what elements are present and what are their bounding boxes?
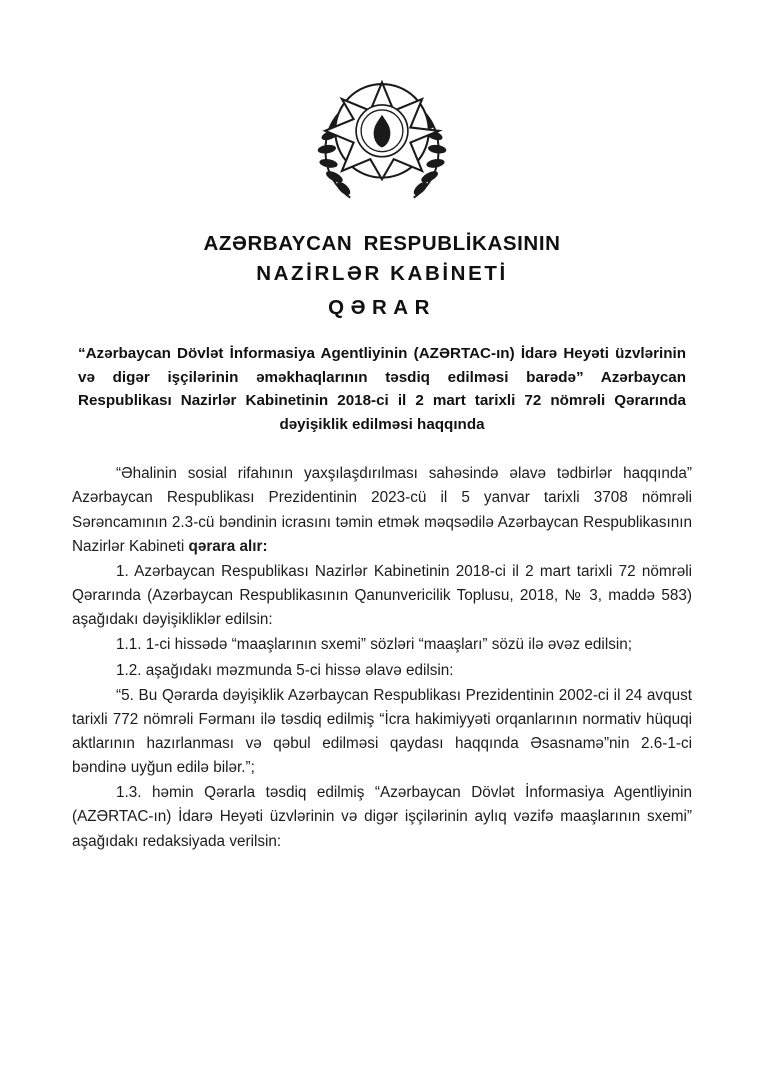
- paragraph-item-1-1: 1.1. 1-ci hissədə “maaşlarının sxemi” sözləri “maaşları” sözü ilə əvəz edilsin;: [116, 636, 633, 654]
- azerbaijan-state-emblem-icon: [298, 74, 466, 206]
- document-subject: “Azərbaycan Dövlət İnformasiya Agentliyinin (AZƏRTAC-ın) İdarə Heyəti üzvlərinin və digər işçilərinin əməkhaqlarının təsdiq edilməsi barədə” Azərbaycan Respublikası Nazirlər Kabinetinin 2018-ci il 2 mart tarixli 72 nömrəli Qərarında dəyişiklik edilməsi haqqında: [78, 345, 686, 433]
- paragraph-item-1: 1. Azərbaycan Respublikası Nazirlər Kabinetinin 2018-ci il 2 mart tarixli 72 nömrəli Qərarında (Azərbaycan Respublikasının Qanunvericilik Toplusu, 2018, № 3, maddə 583) aşağıdakı dəyişikliklər edilsin:: [72, 562, 692, 629]
- paragraph-item-1-3: 1.3. həmin Qərarla təsdiq edilmiş “Azərbaycan Dövlət İnformasiya Agentliyinin (AZƏRTAC-ın) İdarə Heyəti üzvlərinin və digər işçilərinin aylıq vəzifə maaşlarının sxemi” aşağıdakı redaksiyada verilsin:: [72, 784, 692, 850]
- title-line-decree: QƏRAR: [328, 296, 436, 319]
- paragraph-item-1-2-quote: “5. Bu Qərarda dəyişiklik Azərbaycan Respublikası Prezidentinin 2002-ci il 24 avqust tarixli 772 nömrəli Fərmanı ilə təsdiq edilmiş “İcra hakimiyyəti orqanlarının normativ hüquqi aktlarının hazırlanması və qəbul edilməsi qaydası haqqında Əsasnamə”nin 2.6-1-ci bəndinə uyğun edilə bilər.”;: [72, 686, 692, 777]
- document-title: [72, 232, 692, 320]
- preamble-resolution-phrase: qərara alır:: [188, 537, 268, 555]
- paragraph-item-1-2: 1.2. aşağıdakı məzmunda 5-ci hissə əlavə edilsin:: [116, 661, 454, 679]
- emblem-container: [72, 74, 692, 206]
- document-body: [72, 462, 692, 854]
- preamble-text: “Əhalinin sosial rifahının yaxşılaşdırılması sahəsində əlavə tədbirlər haqqında” Azərbaycan Respublikası Prezidentinin 2023-cü il 5 yanvar tarixli 3708 nömrəli Sərəncamının 2.3-cü bəndinin icrasını təmin etmək məqsədilə Azərbaycan Respublikasının Nazirlər Kabineti: [72, 465, 692, 555]
- title-line-cabinet: NAZİRLƏR KABİNETİ: [256, 262, 508, 285]
- title-line-republic: AZƏRBAYCAN RESPUBLİKASININ: [203, 232, 561, 255]
- paragraph-preamble: [72, 462, 692, 559]
